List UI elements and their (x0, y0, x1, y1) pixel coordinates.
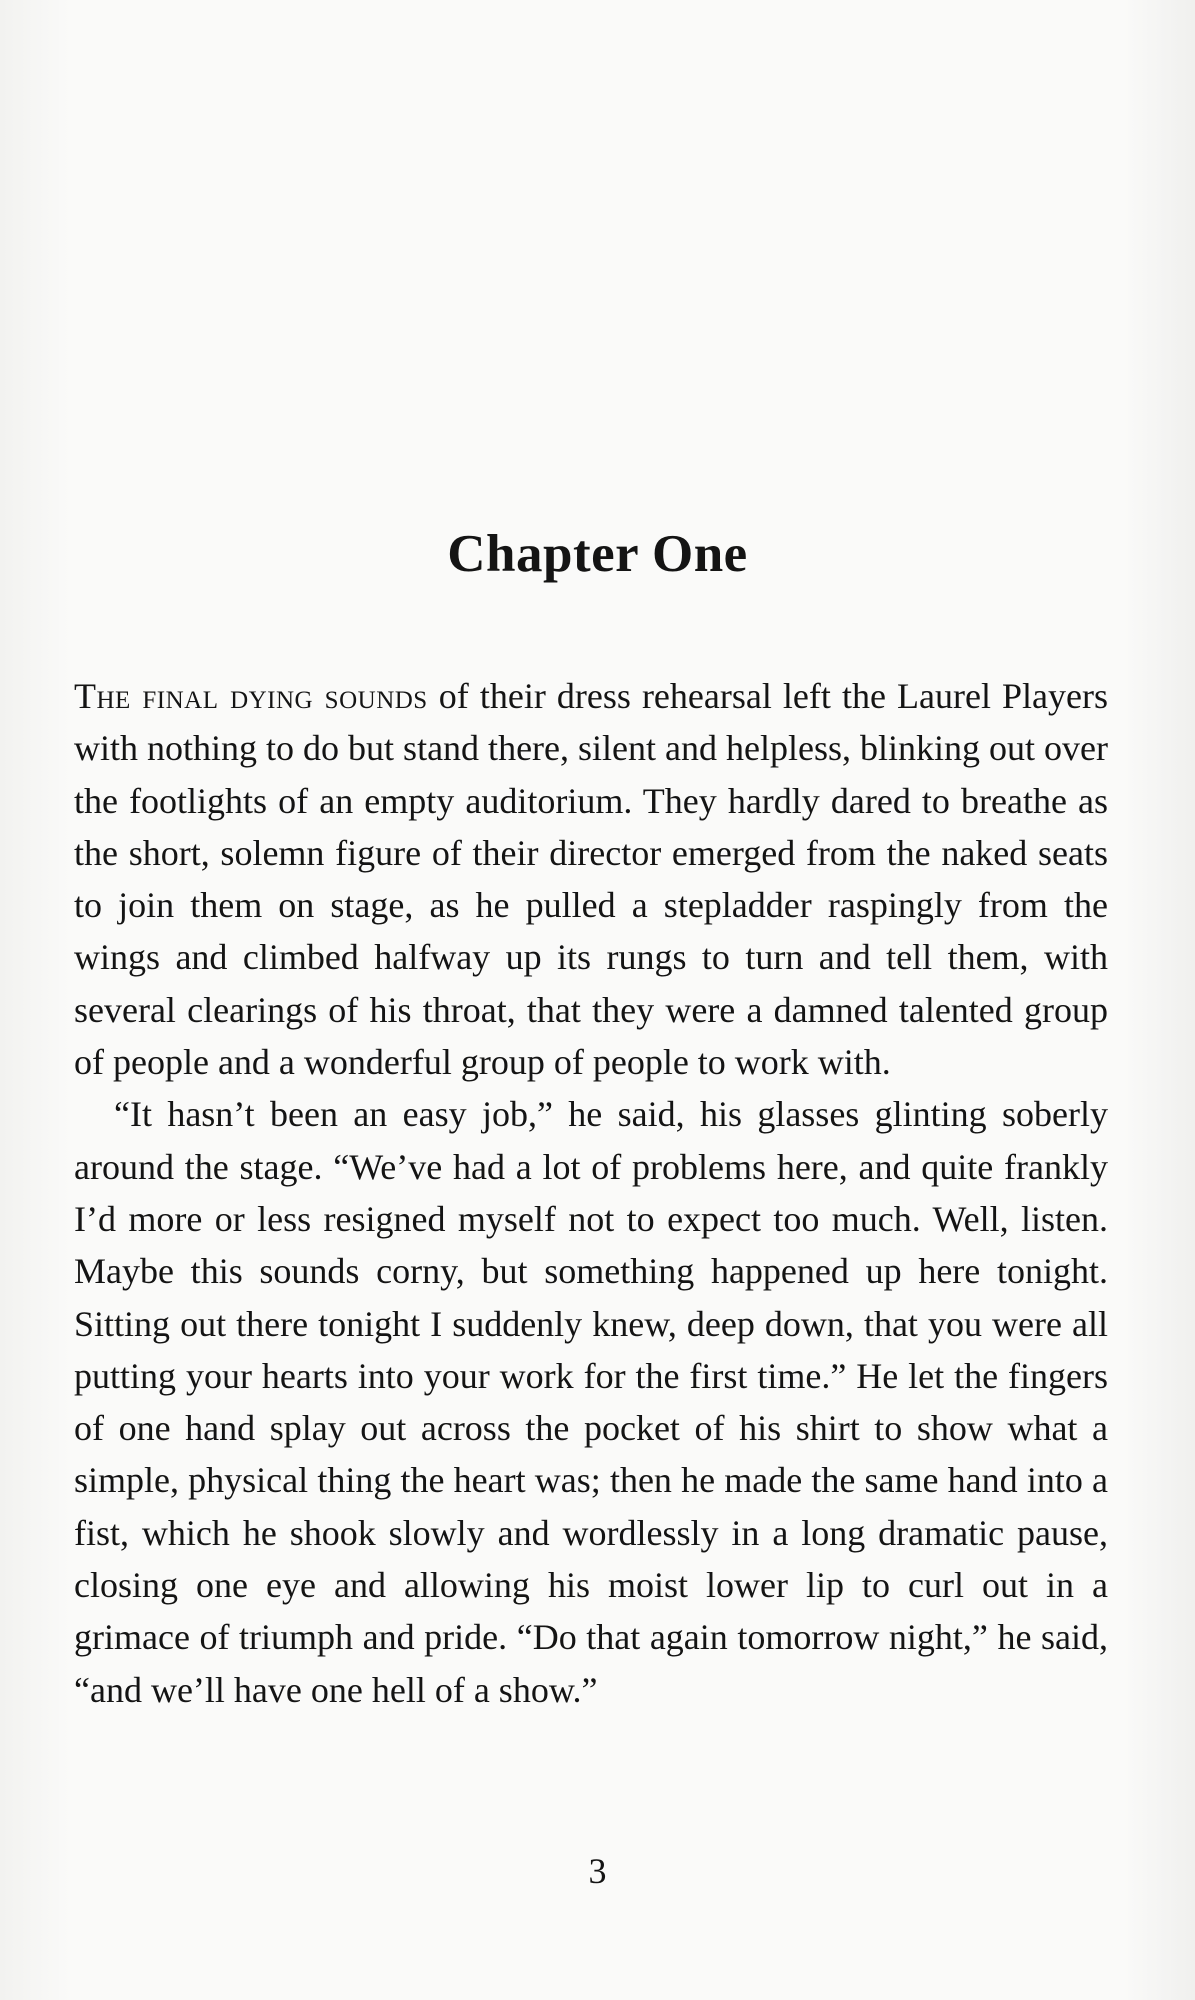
paragraph-text: “It hasn’t been an easy job,” he said, his glasses glinting soberly around the stage. “We’ve had a lot of problems here, and quite frankly I’d more or less resigned myself not to expect too much. Well, listen. Maybe this sounds corny, but something happened up here tonight. Sitting out there tonight I suddenly knew, deep down, that you were all putting your hearts into your work for the first time.” He let the fingers of one hand splay out across the pocket of his shirt to show what a simple, physical thing the heart was; then he made the same hand into a fist, which he shook slowly and wordlessly in a long dramatic pause, closing one eye and allowing his moist lower lip to curl out in a grimace of triumph and pride. “Do that again tomorrow night,” he said, “and we’ll have one hell of a show.” (74, 1094, 1108, 1710)
page-number: 3 (588, 1851, 607, 1891)
chapter-body (74, 670, 1108, 1716)
opening-lead-in: The final dying sounds (74, 676, 428, 716)
paragraph (74, 1088, 1108, 1716)
paragraph-opening (74, 670, 1108, 1088)
paragraph-text: of their dress rehearsal left the Laurel Players with nothing to do but stand there, silent and helpless, blinking out over the footlights of an empty auditorium. They hardly dared to breathe as the short, solemn figure of their director emerged from the naked seats to join them on stage, as he pulled a stepladder raspingly from the wings and climbed halfway up its rungs to turn and tell them, with several clearings of his throat, that they were a damned talented group of people and a wonderful group of people to work with. (74, 676, 1109, 1083)
chapter-title: Chapter One (447, 524, 748, 583)
